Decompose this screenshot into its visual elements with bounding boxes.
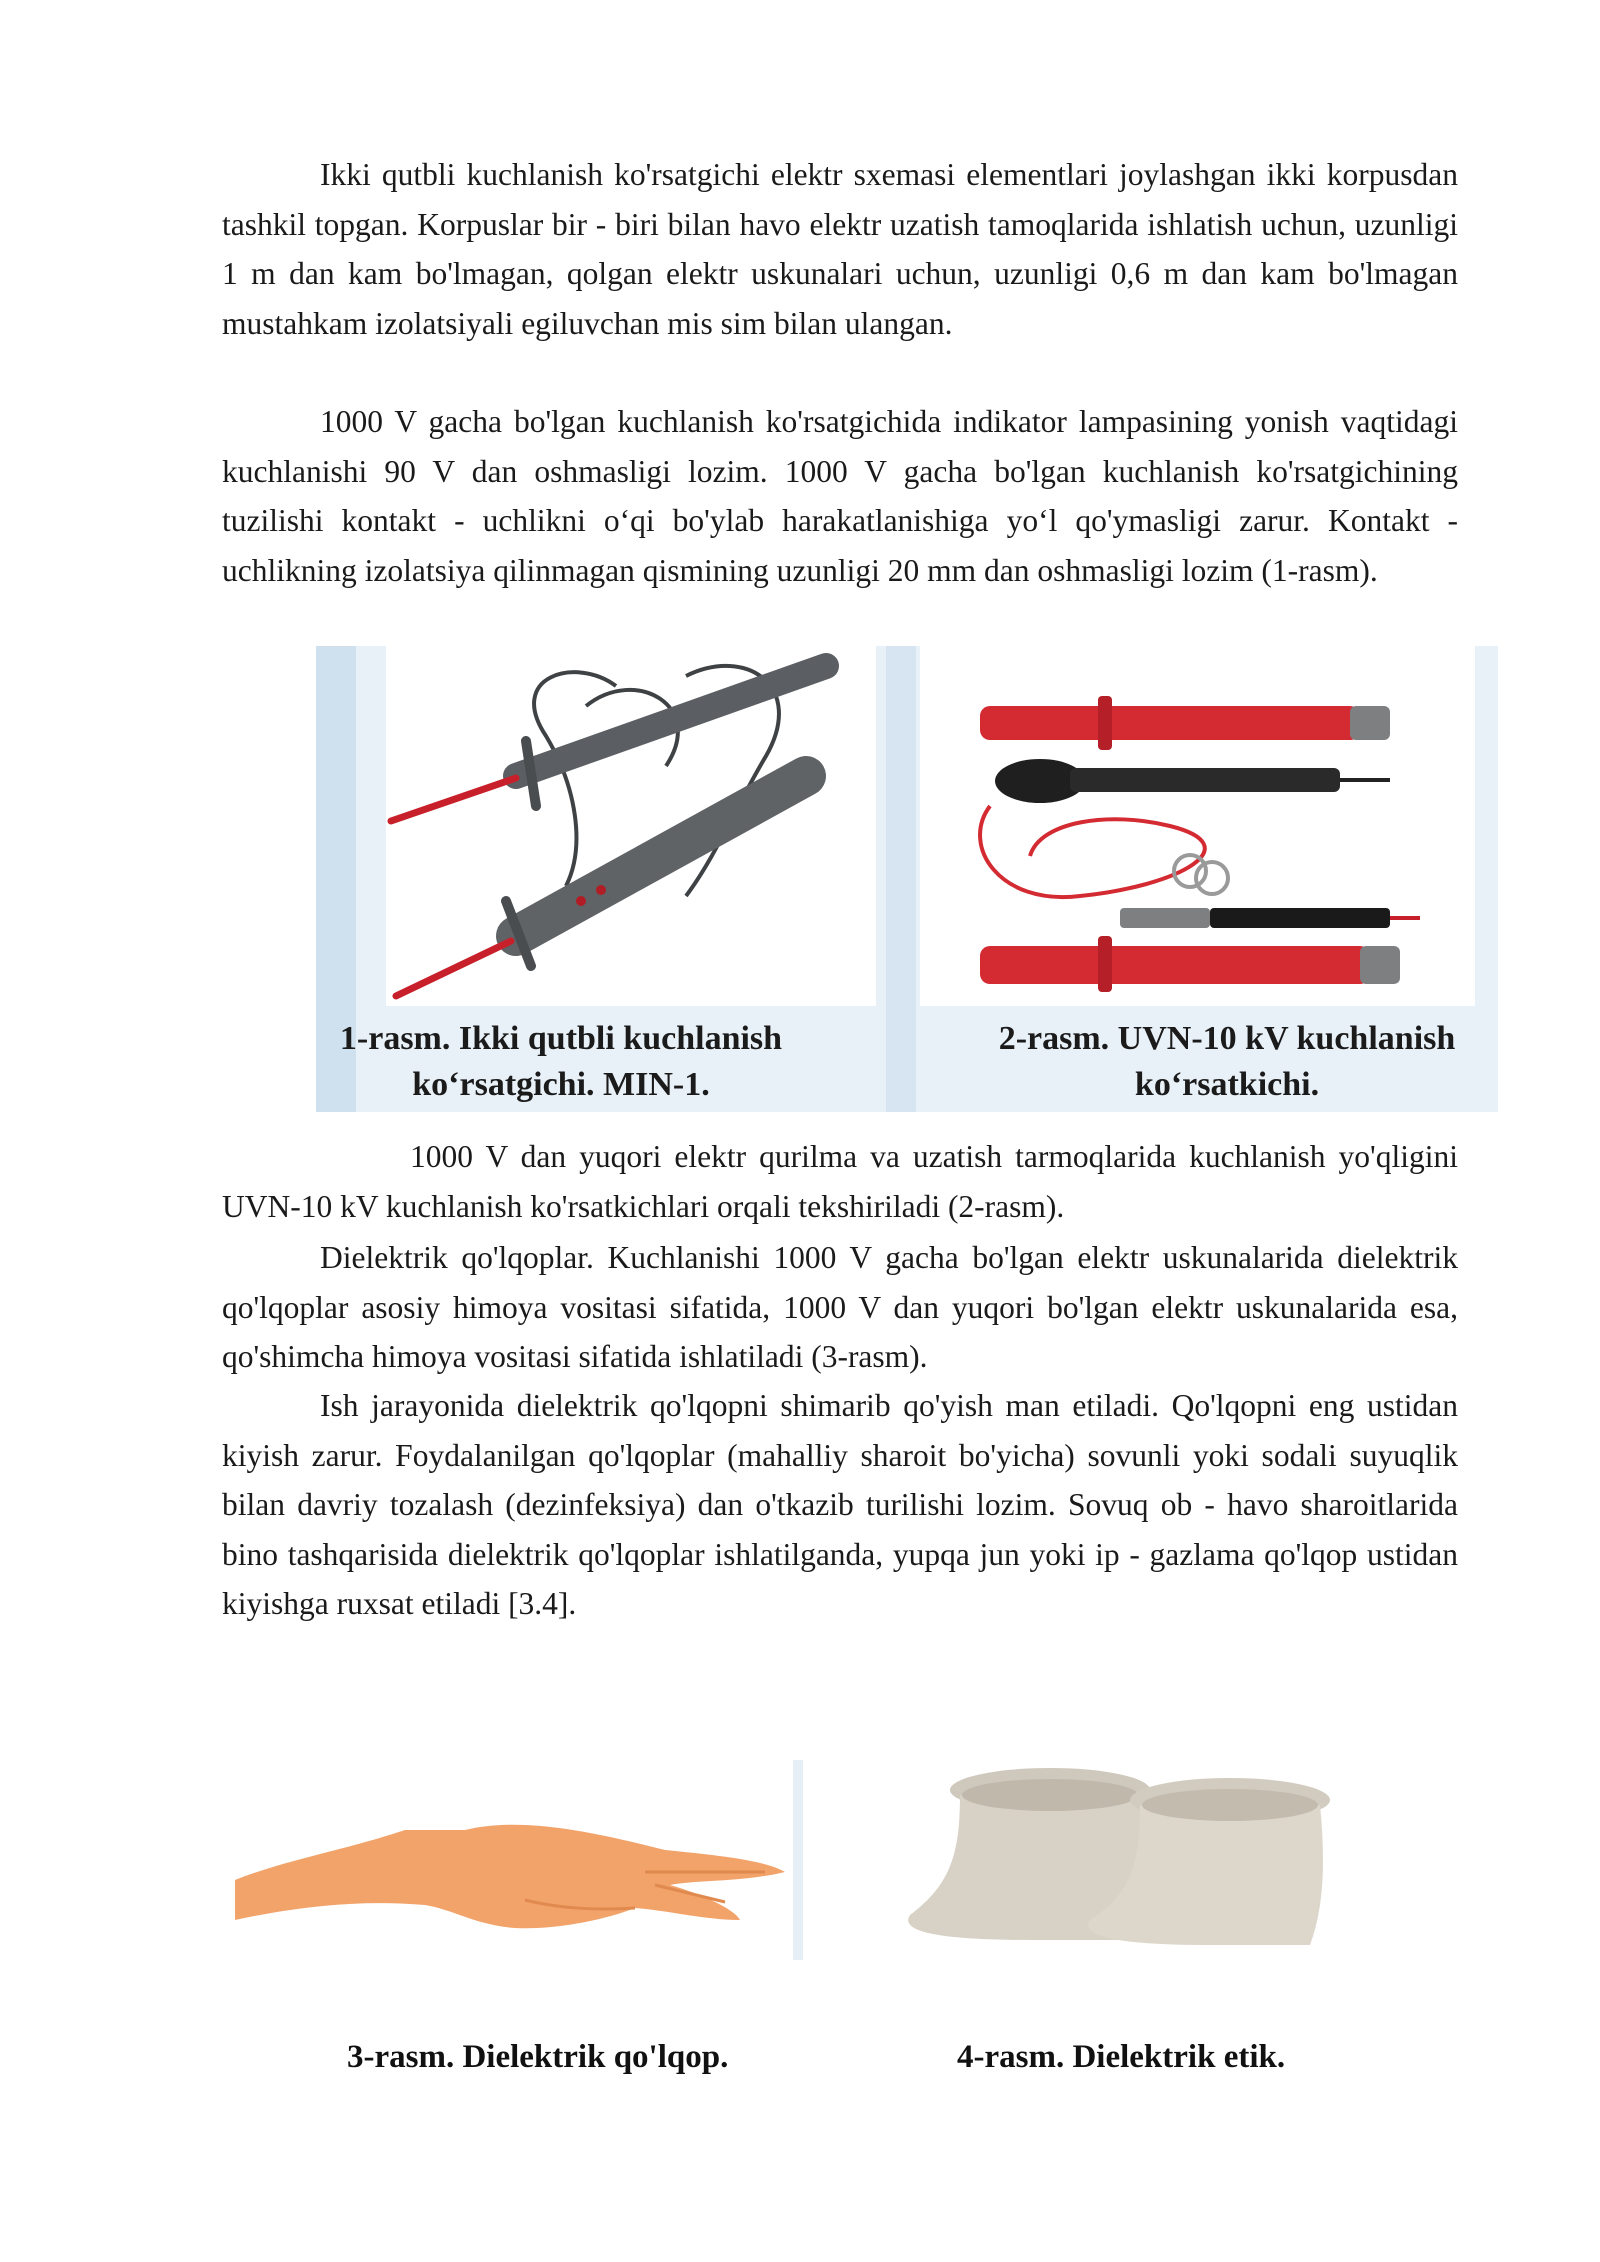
figure-2-caption-line2: ko‘rsatkichi. bbox=[1134, 1066, 1320, 1103]
figure-1-image bbox=[386, 646, 876, 1006]
paragraph-4: Dielektrik qo'lqoplar. Kuchlanishi 1000 V gacha bo'lgan elektr uskunalarida dielektrik qo'lqoplar asosiy himoya vositasi sifatida, 1000 V dan yuqori bo'lgan elektr uskunalarida esa, qo'shimcha himoya vositasi sifatida ishlatiladi (3-rasm). bbox=[222, 1240, 1458, 1374]
figure-2-image bbox=[920, 646, 1475, 1006]
figure-2-caption bbox=[956, 1016, 1498, 1108]
paragraph-5: Ish jarayonida dielektrik qo'lqopni shimarib qo'yish man etiladi. Qo'lqopni eng ustidan kiyish zarur. Foydalanilgan qo'lqoplar (mahalliy sharoit bo'yicha) sovunli yoki sodali suyuqlik bilan davriy tozalash (dezinfeksiya) dan o'tkazib turilishi lozim. Sovuq ob - havo sharoitlarida bino tashqarisida dielektrik qo'lqoplar ishlatilganda, yupqa jun yoki ip - gazlama qo'lqop ustidan kiyishga ruxsat etiladi [3.4]. bbox=[222, 1388, 1458, 1621]
figure-1-caption-line2: ko‘rsatgichi. MIN-1. bbox=[412, 1066, 710, 1103]
figure-1-caption bbox=[316, 1016, 806, 1108]
figure-2-caption-line1: 2-rasm. UVN-10 kV kuchlanish bbox=[998, 1020, 1456, 1057]
paragraph-1: Ikki qutbli kuchlanish ko'rsatgichi elektr sxemasi elementlari joylashgan ikki korpusdan tashkil topgan. Korpuslar bir - biri bilan havo elektr uzatish tamoqlarida ishlatish uchun, uzunligi 1 m dan kam bo'lmagan, qolgan elektr uskunalari uchun, uzunligi 0,6 m dan kam bo'lmagan mustahkam izolatsiyali egiluvchan mis sim bilan ulangan. bbox=[222, 157, 1458, 341]
paragraph-3: 1000 V dan yuqori elektr qurilma va uzatish tarmoqlarida kuchlanish yo'qligini UVN-10 kV kuchlanish ko'rsatkichlari orqali tekshiriladi (2-rasm). bbox=[222, 1139, 1458, 1224]
figure-4-caption: 4-rasm. Dielektrik etik. bbox=[957, 2039, 1286, 2075]
figure-panel-top bbox=[316, 646, 1498, 1112]
figure-3-caption: 3-rasm. Dielektrik qo'lqop. bbox=[347, 2039, 729, 2075]
figure-3-image bbox=[225, 1760, 805, 1960]
figure-4-image bbox=[890, 1755, 1350, 1950]
paragraph-2: 1000 V gacha bo'lgan kuchlanish ko'rsatgichida indikator lampasining yonish vaqtidagi kuchlanishi 90 V dan oshmasligi lozim. 1000 V gacha bo'lgan kuchlanish ko'rsatgichining tuzilishi kontakt - uchlikni o‘qi bo'ylab harakatlanishiga yo‘l qo'ymasligi zarur. Kontakt - uchlikning izolatsiya qilinmagan qismining uzunligi 20 mm dan oshmasligi lozim (1-rasm). bbox=[222, 404, 1458, 588]
figure-1-caption-line1: 1-rasm. Ikki qutbli kuchlanish bbox=[339, 1020, 783, 1057]
